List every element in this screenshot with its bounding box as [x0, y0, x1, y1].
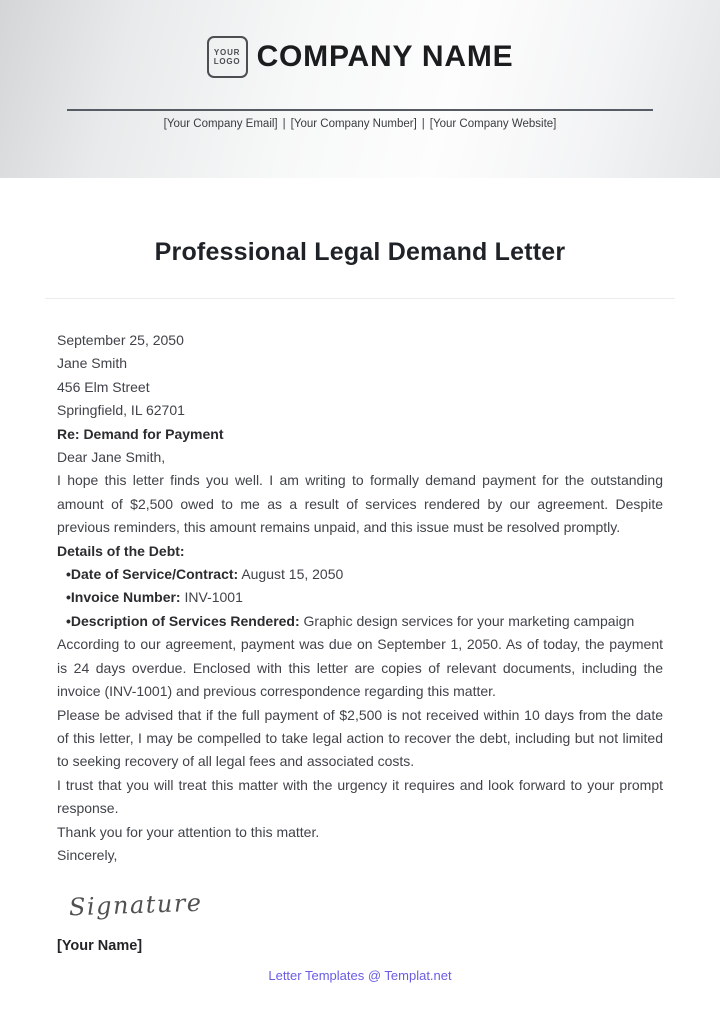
details-heading: Details of the Debt:: [57, 542, 185, 559]
recipient-name: Jane Smith: [57, 355, 128, 372]
sender-name-placeholder: [Your Name]: [57, 937, 143, 954]
contact-line: [0, 118, 720, 130]
contact-separator: |: [282, 118, 286, 130]
recipient-street: 456 Elm Street: [57, 378, 150, 395]
company-email-placeholder: [Your Company Email]: [163, 118, 278, 130]
letterhead-divider: [67, 109, 653, 111]
letter-main: [0, 238, 720, 985]
company-website-placeholder: [Your Company Website]: [429, 118, 557, 130]
signature-script: Signature: [68, 889, 203, 922]
paragraph-legal-action: Please be advised that if the full payment of $2,500 is not received within 10 days from the date of this letter, I may be compelled to take legal action to recover the debt, including but not limited to seeking recovery of all legal fees and associated costs.: [57, 706, 663, 770]
paragraph-urgency: I trust that you will treat this matter with the urgency it requires and look forward to your prompt response.: [57, 776, 663, 817]
bullet-label: Description of Services Rendered:: [70, 612, 300, 629]
paragraph-overdue: According to our agreement, payment was due on September 1, 2050. As of today, the payment is 24 days overdue. Enclosed with this letter are copies of relevant documents, including the invoice (INV-1001) and previous correspondence regarding this matter.: [57, 636, 663, 700]
bullet-date-of-service: [57, 563, 663, 586]
bullet-value: INV-1001: [184, 589, 243, 606]
recipient-city: Springfield, IL 62701: [57, 402, 185, 419]
bullet-marker-icon: •: [66, 566, 71, 583]
contact-separator: |: [421, 118, 425, 130]
letterhead: [0, 0, 720, 178]
company-number-placeholder: [Your Company Number]: [290, 118, 417, 130]
page-footer: [0, 967, 720, 985]
bullet-label: Invoice Number:: [70, 589, 181, 606]
title-divider: [45, 298, 675, 299]
letter-date: September 25, 2050: [57, 332, 184, 348]
logo-text-line1: YOUR: [213, 47, 241, 57]
company-logo-placeholder: [207, 36, 248, 78]
logo-text-line2: LOGO: [213, 57, 241, 66]
paragraph-demand: I hope this letter finds you well. I am writing to formally demand payment for the outstanding amount of $2,500 owed to me as a result of services rendered by our agreement. Despite previous reminders, this amount remains unpaid, and this issue must be resolved promptly.: [57, 472, 663, 536]
debt-details-list: [57, 563, 663, 633]
bullet-marker-icon: •: [66, 589, 71, 606]
subject-line: Re: Demand for Payment: [57, 425, 224, 442]
bullet-value: August 15, 2050: [241, 566, 344, 583]
closing-thanks: Thank you for your attention to this matter.: [57, 823, 320, 840]
brand-row: [0, 36, 720, 78]
salutation: Dear Jane Smith,: [57, 449, 166, 466]
bullet-value: Graphic design services for your marketing campaign: [303, 612, 635, 629]
bullet-invoice-number: [57, 586, 663, 609]
closing-sincerely: Sincerely,: [57, 846, 118, 863]
bullet-services-description: [57, 610, 663, 633]
letter-content: [57, 329, 663, 958]
bullet-label: Date of Service/Contract:: [70, 566, 239, 583]
bullet-marker-icon: •: [66, 612, 71, 629]
letter-title: Professional Legal Demand Letter: [154, 238, 566, 266]
company-name: COMPANY NAME: [256, 40, 514, 73]
templates-site-link[interactable]: Letter Templates @ Templat.net: [268, 968, 452, 984]
